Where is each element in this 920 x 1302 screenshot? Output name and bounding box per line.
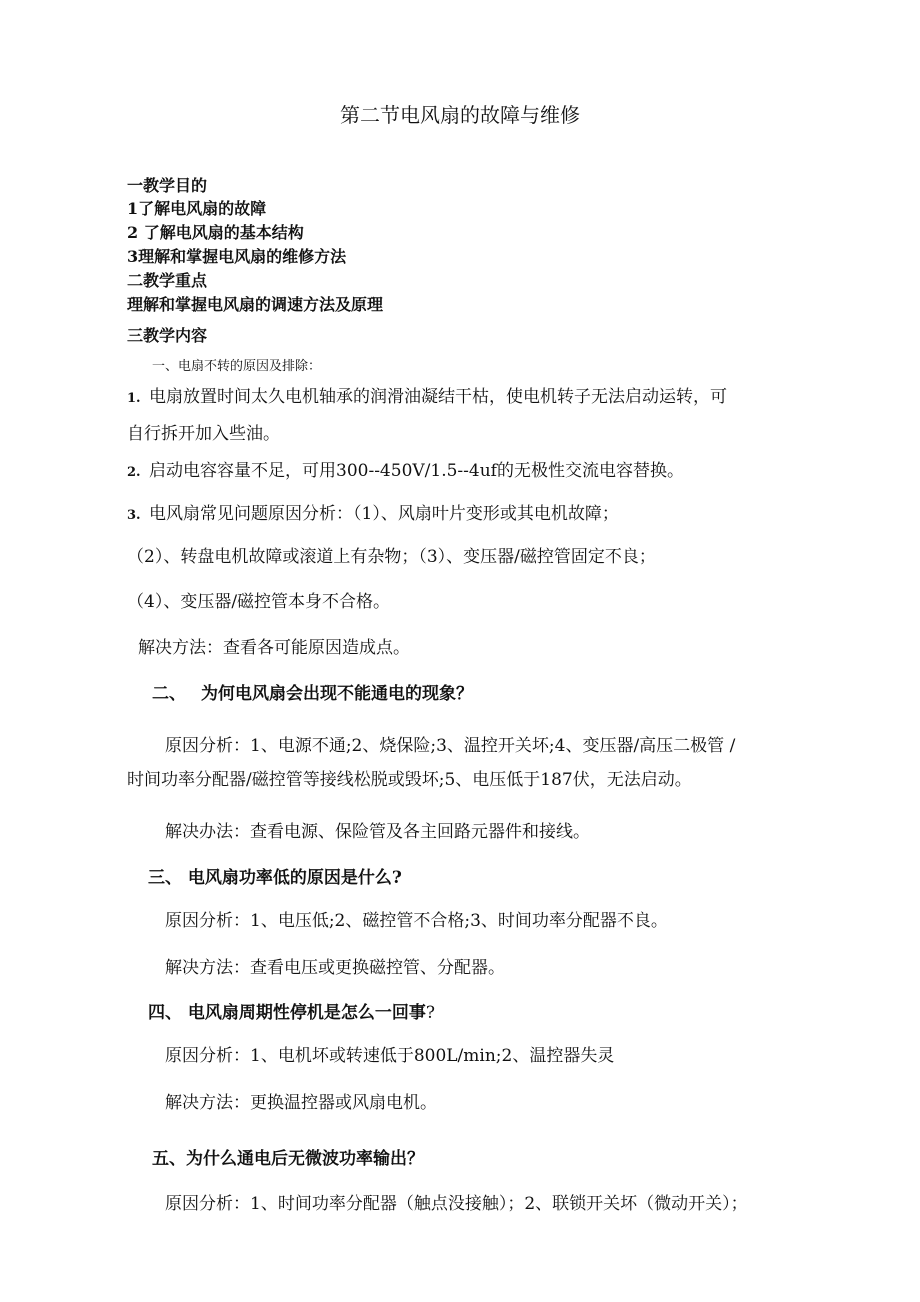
key-points-heading: 二教学重点 — [127, 271, 208, 290]
section1-item3-line2: （2）、转盘电机故障或滚道上有杂物；（3）、变压器/磁控管固定不良； — [127, 547, 656, 567]
section3-heading: 三、 电风扇功率低的原因是什么? — [148, 868, 402, 888]
key-points-text: 理解和掌握电风扇的调速方法及原理 — [127, 295, 384, 314]
objective-item-3: 3理解和掌握电风扇的维修方法 — [127, 247, 347, 266]
section1-item1-line2: 自行拆开加入些油。 — [127, 424, 280, 444]
objective-item-2: 2 了解电风扇的基本结构 — [127, 223, 304, 242]
section1-item3-line3: （4）、变压器/磁控管本身不合格。 — [127, 592, 391, 612]
section2-heading-number: 二、 — [152, 684, 186, 704]
section4-heading: 四、 电风扇周期性停机是怎么一回事 — [148, 1003, 426, 1023]
section4-analysis: 原因分析：1、电机坏或转速低于800L/min;2、温控器失灵 — [165, 1046, 615, 1066]
section1-solution: 解决方法：查看各可能原因造成点。 — [138, 638, 410, 658]
section2-heading: 为何电风扇会出现不能通电的现象？ — [201, 684, 473, 704]
section4-heading-mark: ? — [425, 1003, 436, 1023]
section1-item1-line1: 电扇放置时间太久电机轴承的润滑油凝结干枯，使电机转子无法启动运转，可 — [149, 387, 727, 407]
document-title: 第二节电风扇的故障与维修 — [340, 103, 580, 127]
objective-item-1: 1了解电风扇的故障 — [127, 199, 267, 218]
section1-item3-number: 3. — [127, 508, 141, 523]
section1-item1-number: 1. — [127, 391, 141, 406]
section3-solution: 解决方法：查看电压或更换磁控管、分配器。 — [165, 958, 505, 978]
section1-item2-text: 启动电容容量不足，可用300--450V/1.5--4uf的无极性交流电容替换。 — [149, 461, 684, 481]
section1-heading: 一、电扇不转的原因及排除： — [152, 359, 322, 374]
section1-item3-line1: 电风扇常见问题原因分析：（1）、风扇叶片变形或其电机故障； — [149, 504, 619, 524]
section2-analysis-line1: 原因分析：1、电源不通;2、烧保险;3、温控开关坏;4、变压器/高压二极管 / — [165, 736, 736, 756]
section2-solution: 解决办法：查看电源、保险管及各主回路元器件和接线。 — [165, 822, 590, 842]
section5-heading: 五、为什么通电后无微波功率输出？ — [152, 1149, 424, 1169]
content-heading: 三教学内容 — [127, 326, 208, 345]
section5-analysis: 原因分析：1、时间功率分配器（触点没接触）；2、联锁开关坏（微动开关）； — [165, 1194, 748, 1214]
section2-analysis-line2: 时间功率分配器/磁控管等接线松脱或毁坏;5、电压低于187伏，无法启动。 — [127, 770, 692, 790]
section1-item2-number: 2. — [127, 465, 141, 480]
section4-heading-line — [148, 1002, 435, 1024]
objectives-heading: 一教学目的 — [127, 176, 208, 195]
section4-solution: 解决方法：更换温控器或风扇电机。 — [165, 1093, 437, 1113]
section3-analysis: 原因分析：1、电压低;2、磁控管不合格;3、时间功率分配器不良。 — [165, 911, 668, 931]
